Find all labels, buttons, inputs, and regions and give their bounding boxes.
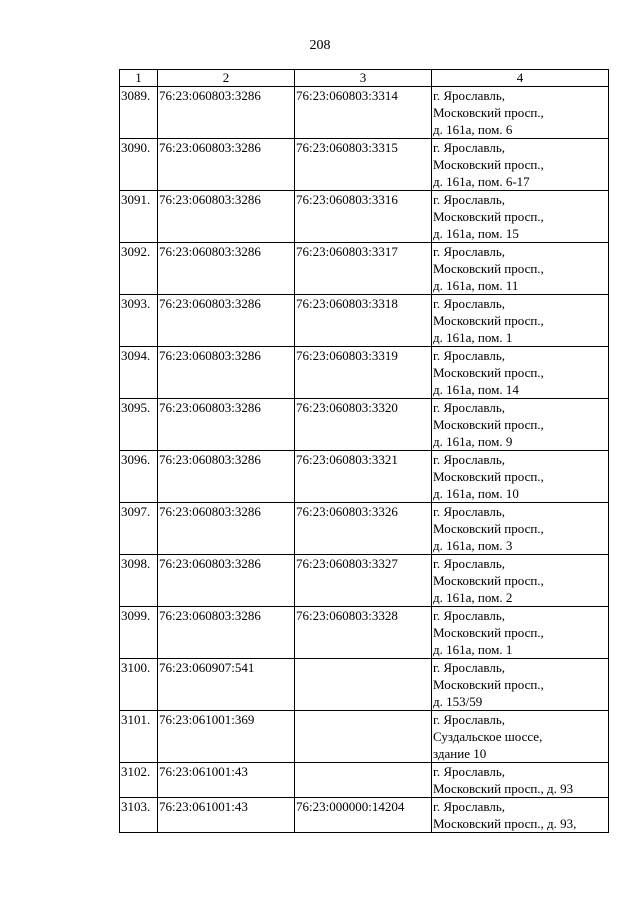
table-row [120,399,609,451]
object-cadastral-number: 76:23:060803:3327 [295,555,432,607]
address-line: д. 161а, пом. 3 [433,538,513,553]
address-cell [432,798,609,833]
address-cell [432,659,609,711]
address-cell [432,555,609,607]
address-line: д. 161а, пом. 1 [433,330,513,345]
address-line: д. 161а, пом. 6 [433,122,513,137]
parent-cadastral-number: 76:23:060803:3286 [158,399,295,451]
object-cadastral-number: 76:23:060803:3319 [295,347,432,399]
address-cell [432,87,609,139]
address-line: г. Ярославль, [433,244,506,259]
parent-cadastral-number: 76:23:061001:43 [158,763,295,798]
object-cadastral-number: 76:23:060803:3328 [295,607,432,659]
address-cell [432,295,609,347]
address-line: г. Ярославль, [433,192,506,207]
address-line: Московский просп., [433,677,544,692]
row-number: 3095. [120,399,158,451]
address-line: Московский просп., [433,365,544,380]
parent-cadastral-number: 76:23:060803:3286 [158,243,295,295]
object-cadastral-number: 76:23:060803:3318 [295,295,432,347]
row-number: 3102. [120,763,158,798]
address-line: Московский просп., д. 93, [433,816,577,831]
address-line: г. Ярославль, [433,296,506,311]
address-line: Московский просп., [433,261,544,276]
registry-table [119,69,609,833]
table-header [120,70,609,87]
parent-cadastral-number: 76:23:061001:43 [158,798,295,833]
row-number: 3099. [120,607,158,659]
address-line: д. 161а, пом. 9 [433,434,513,449]
address-line: Московский просп., [433,573,544,588]
parent-cadastral-number: 76:23:060803:3286 [158,451,295,503]
object-cadastral-number: 76:23:060803:3320 [295,399,432,451]
address-line: г. Ярославль, [433,400,506,415]
parent-cadastral-number: 76:23:060803:3286 [158,503,295,555]
address-line: д. 153/59 [433,694,483,709]
row-number: 3098. [120,555,158,607]
object-cadastral-number: 76:23:060803:3314 [295,87,432,139]
table-row [120,451,609,503]
address-line: г. Ярославль, [433,608,506,623]
address-line: Московский просп., [433,157,544,172]
address-line: д. 161а, пом. 15 [433,226,519,241]
row-number: 3093. [120,295,158,347]
address-line: г. Ярославль, [433,660,506,675]
row-number: 3091. [120,191,158,243]
address-line: г. Ярославль, [433,799,506,814]
table-row [120,503,609,555]
table-row [120,139,609,191]
header-col-4: 4 [432,70,609,87]
row-number: 3097. [120,503,158,555]
address-line: д. 161а, пом. 6-17 [433,174,530,189]
table-row [120,347,609,399]
address-line: здание 10 [433,746,487,761]
address-line: Московский просп., [433,469,544,484]
address-line: г. Ярославль, [433,140,506,155]
address-line: г. Ярославль, [433,712,506,727]
address-cell [432,347,609,399]
address-line: Московский просп., [433,417,544,432]
header-col-1: 1 [120,70,158,87]
address-line: Московский просп., д. 93 [433,781,574,796]
table-row [120,659,609,711]
object-cadastral-number: 76:23:060803:3321 [295,451,432,503]
parent-cadastral-number: 76:23:060803:3286 [158,295,295,347]
row-number: 3103. [120,798,158,833]
parent-cadastral-number: 76:23:060803:3286 [158,607,295,659]
object-cadastral-number: 76:23:000000:14204 [295,798,432,833]
address-line: Московский просп., [433,105,544,120]
address-cell [432,139,609,191]
table-row [120,607,609,659]
page-number: 208 [309,38,331,53]
address-line: д. 161а, пом. 14 [433,382,519,397]
address-cell [432,451,609,503]
table-row [120,798,609,833]
table-row [120,711,609,763]
object-cadastral-number [295,711,432,763]
object-cadastral-number: 76:23:060803:3317 [295,243,432,295]
object-cadastral-number [295,763,432,798]
row-number: 3092. [120,243,158,295]
row-number: 3090. [120,139,158,191]
row-number: 3094. [120,347,158,399]
table-row [120,555,609,607]
table-body [120,87,609,833]
parent-cadastral-number: 76:23:060803:3286 [158,191,295,243]
header-col-3: 3 [295,70,432,87]
table-row [120,295,609,347]
header-col-2: 2 [158,70,295,87]
address-line: г. Ярославль, [433,504,506,519]
address-line: г. Ярославль, [433,764,506,779]
address-cell [432,711,609,763]
parent-cadastral-number: 76:23:060803:3286 [158,87,295,139]
address-line: д. 161а, пом. 1 [433,642,513,657]
table-row [120,243,609,295]
address-line: д. 161а, пом. 11 [433,278,519,293]
row-number: 3096. [120,451,158,503]
header-row [120,70,609,87]
address-line: г. Ярославль, [433,556,506,571]
address-line: Московский просп., [433,313,544,328]
address-cell [432,763,609,798]
address-cell [432,191,609,243]
parent-cadastral-number: 76:23:060803:3286 [158,555,295,607]
table-row [120,763,609,798]
object-cadastral-number: 76:23:060803:3316 [295,191,432,243]
address-line: Московский просп., [433,625,544,640]
parent-cadastral-number: 76:23:060803:3286 [158,139,295,191]
address-line: Суздальское шоссе, [433,729,543,744]
row-number: 3100. [120,659,158,711]
parent-cadastral-number: 76:23:060907:541 [158,659,295,711]
object-cadastral-number: 76:23:060803:3315 [295,139,432,191]
row-number: 3089. [120,87,158,139]
parent-cadastral-number: 76:23:061001:369 [158,711,295,763]
object-cadastral-number [295,659,432,711]
address-line: д. 161а, пом. 10 [433,486,519,501]
row-number: 3101. [120,711,158,763]
address-line: д. 161а, пом. 2 [433,590,513,605]
address-line: Московский просп., [433,521,544,536]
table-row [120,191,609,243]
address-line: г. Ярославль, [433,88,506,103]
address-line: Московский просп., [433,209,544,224]
address-cell [432,503,609,555]
object-cadastral-number: 76:23:060803:3326 [295,503,432,555]
address-cell [432,243,609,295]
address-line: г. Ярославль, [433,452,506,467]
address-cell [432,399,609,451]
table-row [120,87,609,139]
parent-cadastral-number: 76:23:060803:3286 [158,347,295,399]
address-line: г. Ярославль, [433,348,506,363]
address-cell [432,607,609,659]
